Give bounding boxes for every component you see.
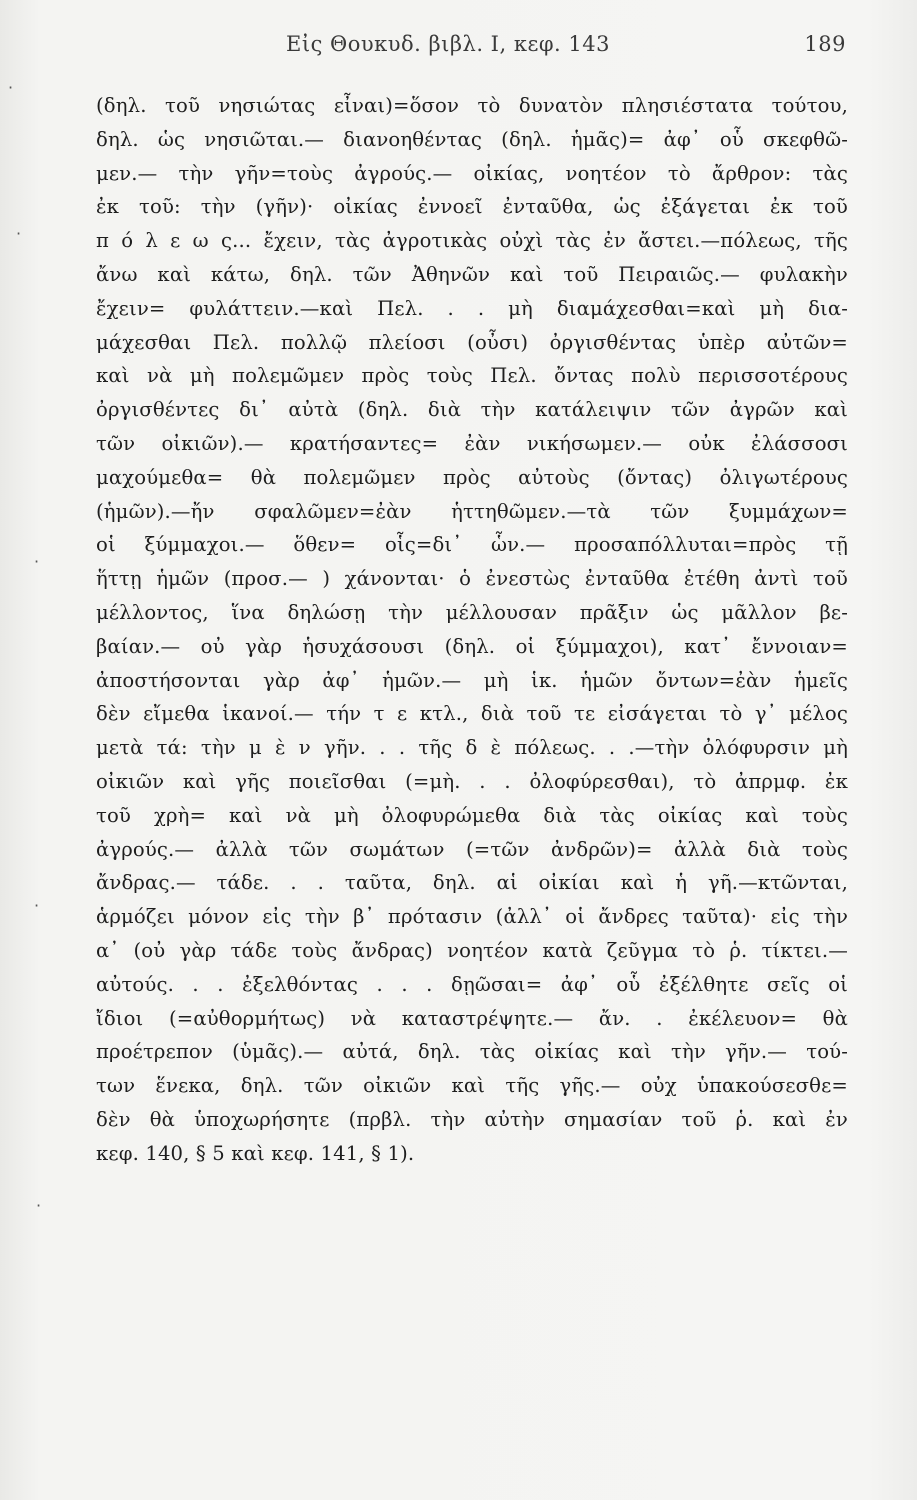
text-line: α᾽ (οὐ γὰρ τάδε τοὺς ἄνδρας) νοητέον κατὰ ζεῦγμα τὸ ῥ. τίκτει.— <box>96 938 848 962</box>
text-line: ἄνδρας.— τάδε. . . ταῦτα, δηλ. αἱ οἰκίαι καὶ ἡ γῆ.—κτῶνται, <box>96 871 848 895</box>
running-title: Εἰς Θουκυδ. βιβλ. Ι, κεφ. 143 <box>286 32 610 56</box>
text-line: αὐτούς. . . ἐξελθόντας . . . δῃῶσαι= ἀφ᾽ οὗ ἐξέλθητε σεῖς οἱ <box>96 972 848 996</box>
text-line: ἥττῃ ἡμῶν (προσ.— ) χάνονται· ὁ ἐνεστὼς ἐνταῦθα ἐτέθη ἀντὶ τοῦ <box>96 567 848 591</box>
text-line: μετὰ τά: τὴν μ ὲ ν γῆν. . . τῆς δ ὲ πόλεως. . .—τὴν ὀλόφυρσιν μὴ <box>96 736 848 760</box>
margin-mark: · <box>36 1196 42 1215</box>
text-line: ἀγρούς.— ἀλλὰ τῶν σωμάτων (=τῶν ἀνδρῶν)= ἀλλὰ διὰ τοὺς <box>96 837 848 861</box>
text-line: καὶ νὰ μὴ πολεμῶμεν πρὸς τοὺς Πελ. ὄντας πολὺ περισσοτέρους <box>96 364 848 388</box>
text-line: των ἕνεκα, δηλ. τῶν οἰκιῶν καὶ τῆς γῆς.— οὐχ ὑπακούσεσθε= <box>96 1074 848 1098</box>
text-line: οἰκιῶν καὶ γῆς ποιεῖσθαι (=μὴ. . . ὀλοφύρεσθαι), τὸ ἀπρμφ. ἐκ <box>96 769 848 793</box>
text-line: δὲν θὰ ὑποχωρήσητε (πρβλ. τὴν αὐτὴν σημασίαν τοῦ ῥ. καὶ ἐν <box>96 1107 848 1131</box>
text-line: μαχούμεθα= θὰ πολεμῶμεν πρὸς αὐτοὺς (ὄντας) ὀλιγωτέρους <box>96 465 848 489</box>
text-line: ἐκ τοῦ: τὴν (γῆν)· οἰκίας ἐννοεῖ ἐνταῦθα, ὡς ἐξάγεται ἐκ τοῦ <box>96 195 848 219</box>
margin-mark: · <box>16 224 22 243</box>
text-line: ἁρμόζει μόνον εἰς τὴν β᾽ πρότασιν (ἀλλ᾽ οἱ ἄνδρες ταῦτα)· εἰς τὴν <box>96 905 848 929</box>
text-line: τοῦ χρὴ= καὶ νὰ μὴ ὀλοφυρώμεθα διὰ τὰς οἰκίας καὶ τοὺς <box>96 803 848 827</box>
running-header <box>286 32 846 62</box>
page-number: 189 <box>804 32 846 56</box>
text-line: βαίαν.— οὐ γὰρ ἡσυχάσουσι (δηλ. οἱ ξύμμαχοι), κατ᾽ ἔννοιαν= <box>96 634 848 658</box>
text-line: ἀποστήσονται γὰρ ἀφ᾽ ἡμῶν.— μὴ ἱκ. ἡμῶν ὄντων=ἐὰν ἡμεῖς <box>96 668 848 692</box>
text-line: τῶν οἰκιῶν).— κρατήσαντες= ἐὰν νικήσωμεν.— οὐκ ἐλάσσοσι <box>96 431 848 455</box>
commentary-text <box>96 89 848 1171</box>
margin-mark: · <box>34 552 40 571</box>
margin-mark: · <box>8 78 14 97</box>
text-line: π ό λ ε ω ς... ἔχειν, τὰς ἀγροτικὰς οὐχὶ τὰς ἐν ἄστει.—πόλεως, τῆς <box>96 229 848 253</box>
text-line: μάχεσθαι Πελ. πολλῷ πλείοσι (οὖσι) ὀργισθέντας ὑπὲρ αὐτῶν= <box>96 330 848 354</box>
text-line: κεφ. 140, § 5 καὶ κεφ. 141, § 1). <box>96 1141 415 1165</box>
margin-mark: · <box>34 896 40 915</box>
text-line: ἔχειν= φυλάττειν.—καὶ Πελ. . . μὴ διαμάχεσθαι=καὶ μὴ δια- <box>96 296 848 320</box>
text-line: μεν.— τὴν γῆν=τοὺς ἀγρούς.— οἰκίας, νοητέον τὸ ἄρθρον: τὰς <box>96 161 848 185</box>
text-line: ἄνω καὶ κάτω, δηλ. τῶν Ἀθηνῶν καὶ τοῦ Πειραιῶς.— φυλακὴν <box>96 262 848 286</box>
text-line: ἴδιοι (=αὐθορμήτως) νὰ καταστρέψητε.— ἄν. . ἐκέλευον= θὰ <box>96 1006 848 1030</box>
text-line: οἱ ξύμμαχοι.— ὅθεν= οἷς=δι᾽ ὧν.— προσαπόλλυται=πρὸς τῇ <box>96 533 848 557</box>
text-line: δηλ. ὡς νησιῶται.— διανοηθέντας (δηλ. ἡμᾶς)= ἀφ᾽ οὗ σκεφθῶ- <box>96 127 848 151</box>
text-line: προέτρεπον (ὑμᾶς).— αὐτά, δηλ. τὰς οἰκίας καὶ τὴν γῆν.— τού- <box>96 1040 848 1064</box>
text-line: (ἡμῶν).—ἤν σφαλῶμεν=ἐὰν ἡττηθῶμεν.—τὰ τῶν ξυμμάχων= <box>96 499 848 523</box>
text-line: δὲν εἴμεθα ἱκανοί.— τήν τ ε κτλ., διὰ τοῦ τε εἰσάγεται τὸ γ᾽ μέλος <box>96 702 848 726</box>
text-line: (δηλ. τοῦ νησιώτας εἶναι)=ὅσον τὸ δυνατὸν πλησιέστατα τούτου, <box>96 94 848 117</box>
text-line: ὀργισθέντες δι᾽ αὐτὰ (δηλ. διὰ τὴν κατάλειψιν τῶν ἀγρῶν καὶ <box>96 398 848 422</box>
text-line: μέλλοντος, ἵνα δηλώσῃ τὴν μέλλουσαν πρᾶξιν ὡς μᾶλλον βε- <box>96 600 848 624</box>
